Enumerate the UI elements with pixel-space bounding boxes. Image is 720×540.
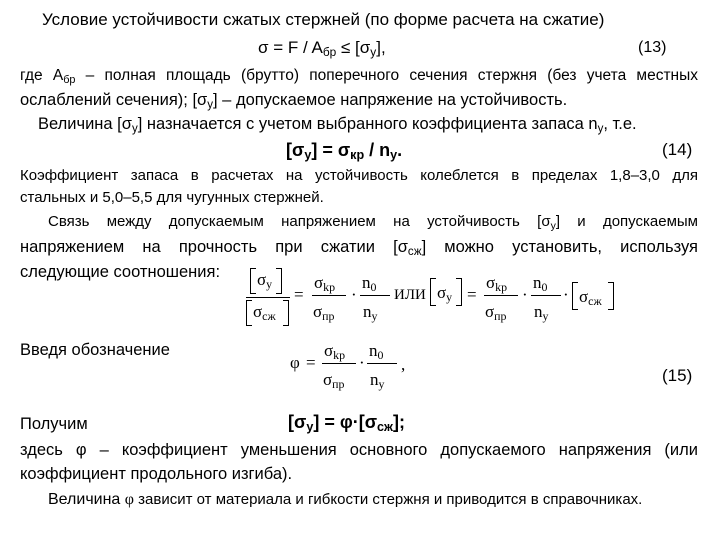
fraction-line bbox=[367, 363, 397, 364]
n-zero: $n_0$ bbox=[362, 273, 377, 294]
bracket-left bbox=[430, 278, 436, 306]
dot: · bbox=[563, 285, 569, 304]
paragraph-4-line-1: Связь между допускаемым напряжением на устойчивость $[\sigma_у]$ и допускаемым bbox=[48, 213, 698, 232]
sigma-pr: $\sigma_{пр}$ bbox=[485, 302, 507, 323]
comma: , bbox=[401, 355, 406, 374]
n-y: $n_у$ bbox=[370, 370, 385, 391]
fraction-line bbox=[246, 297, 290, 298]
or-word: ИЛИ bbox=[394, 287, 426, 303]
formula-14: $[\sigma_у] = \sigma_{кр} / n_у$. bbox=[286, 140, 403, 162]
title: Условие устойчивости сжатых стержней (по форме расчета на сжатие) bbox=[42, 10, 605, 29]
sigma-y: $\sigma_у$ bbox=[437, 283, 453, 304]
sigma-szh: $\sigma_{сж}$ bbox=[253, 302, 276, 323]
phi: φ bbox=[290, 353, 300, 372]
formula-13: $\sigma = F / A_{бр} \le [\sigma_у]$, bbox=[258, 38, 386, 59]
fraction-line bbox=[484, 295, 518, 296]
dot: · bbox=[522, 285, 528, 304]
formula-15-number: (15) bbox=[662, 366, 693, 385]
paragraph-2: Величина $[\sigma_у]$ назначается с учетом выбранного коэффициента запаса $n_у$, т.е. bbox=[38, 115, 637, 135]
n-y: $n_у$ bbox=[534, 302, 549, 323]
paragraph-3-line-1: Коэффициент запаса в расчетах на устойчивость колеблется в пределах 1,8–3,0 для bbox=[20, 167, 698, 184]
equals-sign: = bbox=[294, 285, 304, 304]
paragraph-4-line-2: напряжением на прочность при сжатии $[\sigma_{сж}]$ можно установить, используя bbox=[20, 238, 698, 258]
fraction-line bbox=[360, 295, 390, 296]
bracket-left bbox=[246, 300, 252, 326]
fraction-line bbox=[531, 295, 561, 296]
paragraph-5-line-2: коэффициент продольного изгиба). bbox=[20, 465, 293, 483]
bracket-right bbox=[608, 282, 614, 310]
sigma-pr: $\sigma_{пр}$ bbox=[323, 370, 345, 391]
bracket-right bbox=[276, 268, 282, 294]
result-formula: $[\sigma_у] = \varphi\cdot[\sigma_{сж}]$; bbox=[288, 412, 405, 434]
bracket-left bbox=[250, 268, 256, 294]
sigma-kr: $\sigma_{kр}$ bbox=[314, 273, 336, 294]
fraction-line bbox=[322, 363, 356, 364]
paragraph-4-line-3: следующие соотношения: bbox=[20, 263, 221, 281]
dot: · bbox=[351, 285, 357, 304]
paragraph-5-line-1: здесь φ – коэффициент уменьшения основного допускаемого напряжения (или bbox=[20, 441, 698, 459]
paragraph-6: Величина φ зависит от материала и гибкости стержня и приводится в справочниках. bbox=[48, 491, 643, 508]
sigma-kr: $\sigma_{kр}$ bbox=[324, 341, 346, 362]
formula-13-number: (13) bbox=[638, 39, 667, 56]
sigma-kr: $\sigma_{kр}$ bbox=[486, 273, 508, 294]
n-zero: $n_0$ bbox=[533, 273, 548, 294]
result-label: Получим bbox=[20, 415, 88, 433]
bracket-left bbox=[572, 282, 578, 310]
sigma-szh: $\sigma_{сж}$ bbox=[579, 287, 602, 308]
dot: · bbox=[359, 353, 365, 372]
fraction-line bbox=[312, 295, 346, 296]
equals-sign: = bbox=[306, 353, 316, 372]
paragraph-3-line-2: стальных и 5,0–5,5 для чугунных стержней. bbox=[20, 189, 324, 206]
intro-text: Введя обозначение bbox=[20, 341, 170, 359]
paragraph-1-line-2: ослаблений сечения); $[\sigma_у]$ – допускаемое напряжение на устойчивость. bbox=[20, 91, 568, 111]
n-zero: $n_0$ bbox=[369, 341, 384, 362]
n-y: $n_у$ bbox=[363, 302, 378, 323]
paragraph-1-line-1: где $А_{бр}$ – полная площадь (брутто) поперечного сечения стержня (без учета местных bbox=[20, 67, 698, 86]
sigma-y: $\sigma_у$ bbox=[257, 270, 273, 291]
bracket-right bbox=[456, 278, 462, 306]
sigma-pr: $\sigma_{пр}$ bbox=[313, 302, 335, 323]
equals-sign: = bbox=[467, 285, 477, 304]
formula-14-number: (14) bbox=[662, 140, 693, 159]
bracket-right bbox=[283, 300, 289, 326]
